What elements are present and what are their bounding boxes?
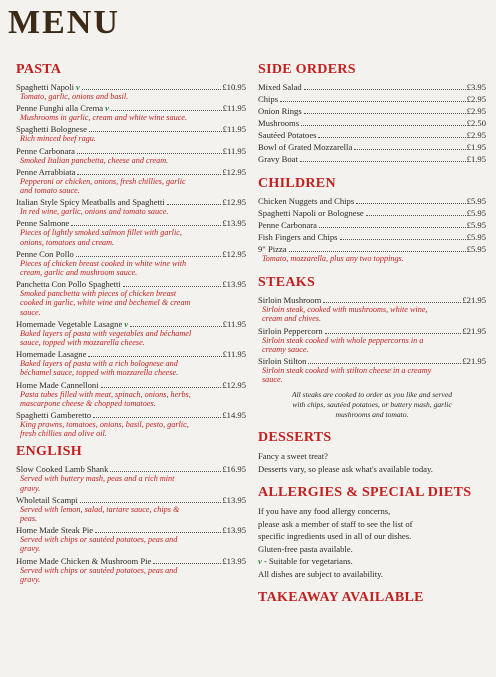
vegetarian-key-text: - Suitable for vegetarians.: [261, 556, 353, 567]
dot-leader: [123, 286, 222, 287]
section-title-allergies: ALLERGIES & SPECIAL DIETS: [258, 485, 472, 501]
item-name: Sirloin Peppercorn: [258, 325, 323, 336]
item-name: Gravy Boat: [258, 154, 298, 164]
item-price: £21.95: [462, 295, 486, 306]
dot-leader: [301, 125, 466, 126]
menu-item: [258, 130, 486, 140]
item-price: £11.95: [222, 145, 246, 156]
left-column: [16, 62, 246, 586]
menu-item: [16, 249, 246, 277]
item-description: sauce.: [262, 375, 283, 385]
item-name: Bowl of Grated Mozzarella: [258, 142, 353, 152]
dot-leader: [130, 326, 222, 327]
menu-item: [258, 295, 486, 323]
item-name: Spaghetti Napoli or Bolognese: [258, 208, 364, 218]
menu-item-row: [16, 82, 246, 92]
dot-leader: [153, 563, 221, 564]
item-price: £13.95: [222, 525, 246, 536]
menu-item-row: [258, 208, 486, 218]
steaks-note: [258, 390, 486, 420]
desserts-line: Fancy a sweet treat?: [258, 451, 328, 462]
item-name: Mixed Salad: [258, 82, 302, 92]
menu-item-row: [258, 326, 486, 336]
dot-leader: [76, 256, 222, 257]
section-title-pasta: PASTA: [16, 62, 62, 77]
item-name: Home Made Steak Pie: [16, 525, 94, 536]
menu-item-row: [16, 380, 246, 390]
item-name: Sirloin Mushroom: [258, 295, 322, 306]
children-list: [258, 196, 486, 263]
section-title-takeaway: TAKEAWAY AVAILABLE: [258, 590, 424, 606]
item-description: mascarpone cheese & chopped tomatoes.: [20, 398, 156, 408]
menu-item: [16, 349, 246, 377]
menu-item-row: [258, 130, 486, 140]
menu-item: [258, 326, 486, 354]
item-description: Sirloin steak, cooked with mushrooms, white wine,: [262, 305, 428, 315]
dot-leader: [289, 251, 466, 252]
section-title-side-orders: SIDE ORDERS: [258, 62, 356, 77]
item-description: Tomato, mozzarella, plus any two toppings.: [262, 254, 404, 263]
menu-item: [16, 319, 246, 347]
item-price: £11.95: [222, 103, 246, 114]
item-description: sauce.: [20, 307, 41, 317]
item-description: Served with lemon, salad, tartare sauce, chips &: [20, 504, 180, 514]
item-description: Served with buttery mash, peas and a rich mint: [20, 474, 175, 484]
item-description: In red wine, garlic, onions and tomato sauce.: [20, 207, 169, 217]
item-description: cream, garlic and mushroom sauce.: [20, 268, 138, 278]
menu-item-row: [258, 196, 486, 206]
menu-item-row: [258, 232, 486, 242]
item-price: £5.95: [466, 220, 486, 230]
dot-leader: [280, 101, 466, 102]
item-price: £12.95: [222, 379, 246, 390]
item-description: creamy sauce.: [262, 344, 309, 354]
allergies-line: If you have any food allergy concerns,: [258, 506, 391, 517]
item-name: Mushrooms: [258, 118, 300, 128]
dot-leader: [82, 89, 222, 90]
menu-item-row: [16, 556, 246, 566]
item-description: Baked layers of pasta with a rich bolognese and: [20, 359, 178, 369]
item-description: gravy.: [20, 574, 41, 584]
pasta-list: [16, 82, 246, 438]
item-price: £14.95: [222, 410, 246, 421]
right-column: [258, 62, 486, 610]
item-price: £5.95: [466, 196, 486, 206]
item-price: £5.95: [466, 208, 486, 218]
item-name: Chips: [258, 94, 279, 104]
item-name: Penne Con Pollo: [16, 248, 74, 259]
dot-leader: [356, 203, 465, 204]
dot-leader: [167, 204, 222, 205]
menu-item-row: [16, 218, 246, 228]
item-price: £5.95: [466, 244, 486, 254]
item-name: Wholetail Scampi: [16, 494, 78, 505]
item-description: Pieces of lightly smoked salmon fillet with garlic,: [20, 228, 182, 238]
section-title-children: CHILDREN: [258, 176, 336, 191]
item-description: Smoked pancbetta with pieces of chicken breast: [20, 289, 177, 299]
menu-item: [16, 167, 246, 195]
dot-leader: [88, 356, 221, 357]
english-list: [16, 464, 246, 584]
item-description: gravy.: [20, 483, 41, 493]
item-name: Homemade Vegetable Lasagne: [16, 318, 123, 329]
item-description: Smoked Italian pancbetta, cheese and cream.: [20, 155, 169, 165]
dot-leader: [300, 161, 466, 162]
vegetarian-key: [258, 555, 486, 568]
menu-item-row: [258, 295, 486, 305]
steaks-list: [258, 295, 486, 384]
menu-item-row: [16, 167, 246, 177]
item-description: Rich minced beef ragu.: [20, 134, 96, 144]
menu-item: [16, 82, 246, 101]
item-price: £21.95: [462, 356, 486, 367]
item-description: Baked layers of pasta with vegetables and béchamel: [20, 328, 192, 338]
menu-item-row: [16, 249, 246, 259]
menu-item: [16, 380, 246, 408]
dot-leader: [319, 227, 466, 228]
item-price: £1.95: [466, 142, 486, 152]
item-name: Home Made Chicken & Mushroom Pie: [16, 555, 152, 566]
menu-item: [16, 495, 246, 523]
item-name: Sirloin Stilton: [258, 356, 307, 367]
item-name: 9" Pizza: [258, 244, 287, 254]
vegetarian-mark: v: [76, 82, 80, 92]
dot-leader: [325, 333, 462, 334]
item-price: £2.50: [466, 118, 486, 128]
item-description: King prawns, tomatoes, onions, basil, pesto, garlic,: [20, 420, 189, 430]
dot-leader: [110, 471, 221, 472]
menu-item-row: [258, 356, 486, 366]
item-price: £11.95: [222, 349, 246, 360]
allergies-line: please ask a member of staff to see the list of: [258, 518, 413, 529]
steaks-note-line: mushrooms and tomato.: [335, 410, 409, 420]
menu-item-row: [258, 118, 486, 128]
item-name: Spaghetti Bolognese: [16, 124, 87, 135]
item-name: Penne Salmone: [16, 218, 70, 229]
allergies-text: [258, 505, 486, 580]
dot-leader: [304, 113, 466, 114]
menu-item: [258, 118, 486, 128]
dot-leader: [318, 137, 465, 138]
item-description: Mushrooms in garlic, cream and white wine sauce.: [20, 113, 187, 123]
menu-item: [258, 154, 486, 164]
dot-leader: [323, 302, 461, 303]
section-title-desserts: DESSERTS: [258, 430, 332, 446]
dot-leader: [304, 89, 466, 90]
menu-item: [258, 94, 486, 104]
item-name: Fish Fingers and Chips: [258, 232, 338, 242]
item-name: Home Made Cannelloni: [16, 379, 99, 390]
menu-item-row: [258, 94, 486, 104]
item-description: Sirloin steak cooked with stilton cheese in a creamy: [262, 366, 432, 376]
menu-item: [258, 232, 486, 242]
dot-leader: [89, 131, 222, 132]
menu-item: [258, 356, 486, 384]
item-price: £12.95: [222, 248, 246, 259]
dot-leader: [93, 417, 221, 418]
section-title-english: ENGLISH: [16, 444, 82, 460]
menu-item: [16, 146, 246, 165]
item-name: Penne Carbonara: [258, 220, 317, 230]
menu-item: [16, 279, 246, 317]
item-description: Served with chips or sautéed potatoes, peas and: [20, 535, 178, 545]
menu-item: [16, 218, 246, 246]
item-description: fresh chillies and olive oil.: [20, 429, 107, 439]
item-price: £2.95: [466, 94, 486, 104]
dot-leader: [95, 532, 221, 533]
item-name: Penne Carbonara: [16, 145, 75, 156]
menu-item-row: [16, 124, 246, 134]
item-description: béchamel sauce, topped with mozzarella cheese.: [20, 368, 179, 378]
dot-leader: [101, 387, 222, 388]
menu-item: [258, 196, 486, 206]
menu-item: [258, 142, 486, 152]
dot-leader: [340, 239, 466, 240]
vegetarian-mark: v: [258, 556, 262, 567]
menu-item-row: [16, 197, 246, 207]
item-name: Italian Style Spicy Meatballs and Spaghetti: [16, 197, 165, 208]
item-name: Spaghetti Napoli: [16, 82, 74, 92]
item-description: and tomato sauce.: [20, 186, 80, 196]
menu-item-row: [16, 410, 246, 420]
item-description: sauce, topped with mozzarella cheese.: [20, 338, 145, 348]
item-description: Sirloin steak cooked with whole peppercorns in a: [262, 335, 424, 345]
item-price: £1.95: [466, 154, 486, 164]
item-price: £2.95: [466, 106, 486, 116]
item-price: £10.95: [222, 82, 246, 92]
section-title-steaks: STEAKS: [258, 275, 316, 291]
item-name: Penne Arrabbiata: [16, 166, 76, 177]
menu-item-row: [16, 525, 246, 535]
menu-item-row: [16, 146, 246, 156]
dot-leader: [366, 215, 466, 216]
item-name: Slow Cooked Lamb Shank: [16, 464, 109, 475]
dot-leader: [80, 502, 222, 503]
item-description: peas.: [20, 514, 38, 524]
vegetarian-mark: v: [124, 318, 129, 329]
dot-leader: [77, 174, 221, 175]
item-description: Pepperoni or chicken, onions, fresh chillies, garlic: [20, 176, 186, 186]
item-price: £16.95: [222, 464, 246, 475]
item-description: cooked in garlic, white wine and bechemel & cream: [20, 298, 191, 308]
item-price: £13.95: [222, 218, 246, 229]
menu-item: [16, 464, 246, 492]
vegetarian-mark: v: [105, 103, 109, 114]
item-description: gravy.: [20, 544, 41, 554]
item-description: cream and chives.: [262, 314, 322, 324]
dot-leader: [111, 110, 222, 111]
desserts-line: Desserts vary, so please ask what's available today.: [258, 463, 433, 474]
item-price: £21.95: [462, 325, 486, 336]
item-description: Pieces of chicken breast cooked in white wine with: [20, 258, 187, 268]
item-description: Tomato, garlic, onions and basil.: [20, 92, 129, 101]
item-name: Sautéed Potatoes: [258, 130, 317, 140]
menu-item-row: [258, 106, 486, 116]
dot-leader: [308, 363, 461, 364]
menu-item-row: [16, 319, 246, 329]
item-price: £5.95: [466, 232, 486, 242]
menu-item: [16, 124, 246, 143]
menu-item: [16, 410, 246, 438]
steaks-note-line: with chips, sautéed potatoes, or buttery mash, garlic: [292, 400, 452, 410]
item-price: £12.95: [222, 197, 246, 208]
item-name: Homemade Lasagne: [16, 349, 87, 360]
menu-item: [258, 244, 486, 263]
item-name: Chicken Nuggets and Chips: [258, 196, 355, 206]
item-price: £12.95: [222, 166, 246, 177]
menu-item: [16, 197, 246, 216]
steaks-note-line: All steaks are cooked to order as you like and served: [291, 390, 453, 400]
menu-item-row: [258, 244, 486, 254]
item-price: £11.95: [222, 124, 246, 135]
desserts-text: [258, 450, 486, 475]
menu-item: [258, 106, 486, 116]
menu-item: [16, 103, 246, 122]
item-price: £11.95: [222, 318, 246, 329]
item-price: £13.95: [222, 279, 246, 290]
menu-item-row: [258, 154, 486, 164]
allergies-line: Gluten-free pasta available.: [258, 543, 353, 554]
menu-item: [16, 525, 246, 553]
item-description: onions, tomatoes and cream.: [20, 237, 115, 247]
item-name: Spaghetti Gamberetto: [16, 410, 92, 421]
allergies-line: specific ingredients used in all of our dishes.: [258, 531, 412, 542]
menu-item-row: [16, 495, 246, 505]
menu-item: [258, 82, 486, 92]
menu-title: MENU: [8, 4, 120, 41]
dot-leader: [354, 149, 465, 150]
item-name: Penne Funghi alla Crema: [16, 103, 104, 114]
menu-item-row: [258, 142, 486, 152]
item-price: £13.95: [222, 494, 246, 505]
menu-item-row: [16, 279, 246, 289]
menu-item: [16, 556, 246, 584]
menu-item-row: [16, 103, 246, 113]
menu-item-row: [16, 349, 246, 359]
menu-item: [258, 220, 486, 230]
dot-leader: [71, 225, 221, 226]
item-description: Served with chips or sautéed potatoes, peas and: [20, 565, 178, 575]
item-description: Pasta tubes filled with meat, spinach, onions, herbs,: [20, 389, 191, 399]
dot-leader: [77, 153, 222, 154]
item-name: Panchetta Con Pollo Spaghetti: [16, 279, 121, 290]
allergies-line: All dishes are subject to availability.: [258, 568, 383, 579]
item-price: £2.95: [466, 130, 486, 140]
menu-item-row: [258, 82, 486, 92]
side-orders-list: [258, 82, 486, 164]
item-price: £3.95: [466, 82, 486, 92]
menu-item: [258, 208, 486, 218]
menu-item-row: [16, 464, 246, 474]
menu-item-row: [258, 220, 486, 230]
item-price: £13.95: [222, 555, 246, 566]
item-name: Onion Rings: [258, 106, 302, 116]
